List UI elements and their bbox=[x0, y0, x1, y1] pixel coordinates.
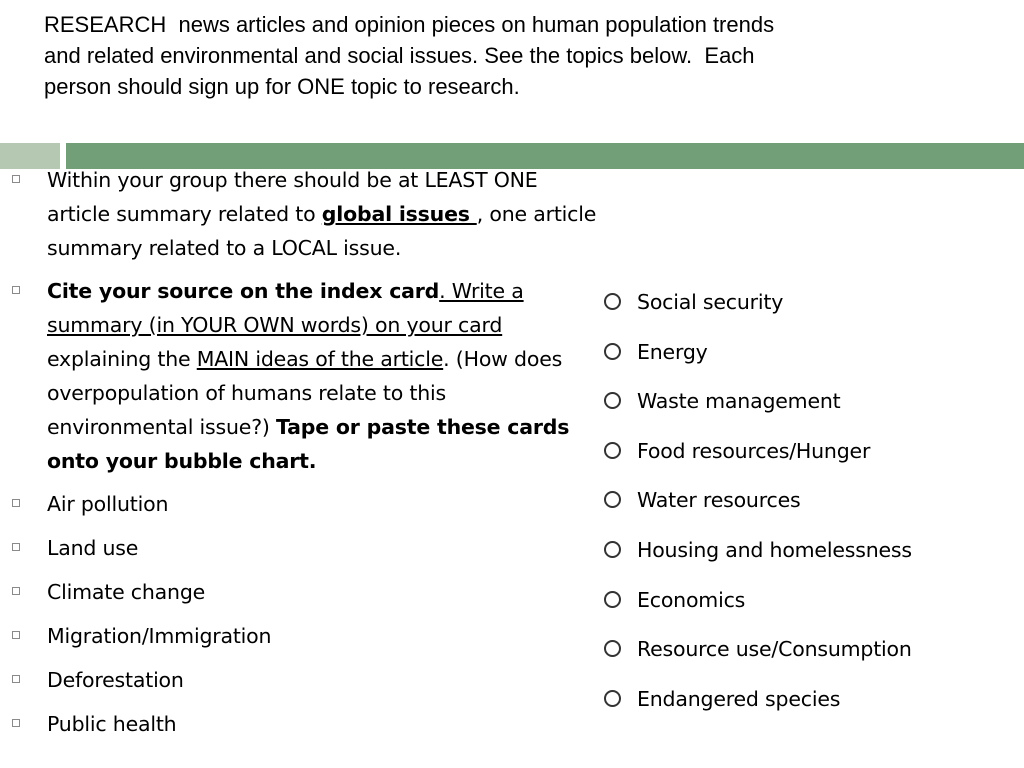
ring-bullet-icon bbox=[604, 541, 621, 558]
ring-bullet-icon bbox=[604, 640, 621, 657]
intro-text-2: , one article summary related to a LOCAL issue. bbox=[47, 202, 597, 260]
list-item-topic bbox=[602, 384, 1017, 434]
ring-bullet-icon bbox=[604, 442, 621, 459]
square-bullet-icon bbox=[12, 543, 20, 551]
list-item-topic bbox=[602, 533, 1017, 583]
cite-text-1: explaining the bbox=[47, 347, 197, 371]
cite-underline-text: . Write a summary (in YOUR OWN words) on your card bbox=[47, 279, 524, 337]
topic-label: Land use bbox=[47, 536, 139, 560]
list-item-topic bbox=[12, 663, 597, 697]
ring-bullet-icon bbox=[604, 690, 621, 707]
global-issues-text: global issues bbox=[321, 202, 477, 226]
topic-label: Food resources/Hunger bbox=[637, 438, 871, 463]
square-bullet-icon bbox=[12, 587, 20, 595]
slide-title: RESEARCH news articles and opinion pieces on human population trends and related environmental and social issues. See the topics below. Each person should sign up for ONE topic to research. bbox=[44, 12, 775, 99]
square-bullet-icon bbox=[12, 631, 20, 639]
cite-text-2: . (How does overpopulation of humans relate to this environmental issue?) bbox=[47, 347, 563, 439]
topic-label: Deforestation bbox=[47, 668, 184, 692]
topic-label: Migration/Immigration bbox=[47, 624, 272, 648]
list-item-topic bbox=[12, 619, 597, 653]
left-bullet-list bbox=[12, 163, 597, 751]
ring-bullet-icon bbox=[604, 491, 621, 508]
main-ideas-text: MAIN ideas of the article bbox=[196, 347, 444, 371]
list-item-topic bbox=[12, 575, 597, 609]
tape-cards-text: Tape or paste these cards onto your bubble chart. bbox=[47, 415, 570, 473]
square-bullet-icon bbox=[12, 499, 20, 507]
list-item-topic bbox=[602, 434, 1017, 484]
topic-label: Housing and homelessness bbox=[637, 537, 912, 562]
topic-label: Resource use/Consumption bbox=[637, 637, 912, 662]
square-bullet-icon bbox=[12, 675, 20, 683]
topic-label: Water resources bbox=[637, 488, 801, 513]
topic-label: Air pollution bbox=[47, 492, 169, 516]
list-item-intro bbox=[12, 163, 597, 265]
list-item-topic bbox=[602, 583, 1017, 633]
topic-label: Energy bbox=[637, 339, 708, 364]
list-item-topic bbox=[12, 707, 597, 741]
topic-label: Public health bbox=[47, 712, 177, 736]
right-bullet-list bbox=[602, 285, 1017, 731]
list-item-topic bbox=[602, 335, 1017, 385]
ring-bullet-icon bbox=[604, 392, 621, 409]
square-bullet-icon bbox=[12, 719, 20, 727]
topic-label: Economics bbox=[637, 587, 746, 612]
intro-text-1: Within your group there should be at LEAST ONE article summary related to bbox=[47, 168, 538, 226]
topic-label: Social security bbox=[637, 290, 784, 314]
cite-bold-text: Cite your source on the index card bbox=[47, 279, 440, 303]
topic-label: Endangered species bbox=[637, 686, 841, 711]
ring-bullet-icon bbox=[604, 343, 621, 360]
topic-label: Waste management bbox=[637, 389, 841, 414]
list-item-cite bbox=[12, 274, 597, 478]
list-item-topic bbox=[12, 487, 597, 521]
list-item-topic bbox=[602, 632, 1017, 682]
topic-label: Climate change bbox=[47, 580, 206, 604]
list-item-topic bbox=[12, 531, 597, 565]
square-bullet-icon bbox=[12, 286, 20, 294]
list-item-topic bbox=[602, 682, 1017, 732]
square-bullet-icon bbox=[12, 175, 20, 183]
ring-bullet-icon bbox=[604, 293, 621, 310]
list-item-topic bbox=[602, 483, 1017, 533]
list-item-topic bbox=[602, 285, 1017, 335]
ring-bullet-icon bbox=[604, 591, 621, 608]
